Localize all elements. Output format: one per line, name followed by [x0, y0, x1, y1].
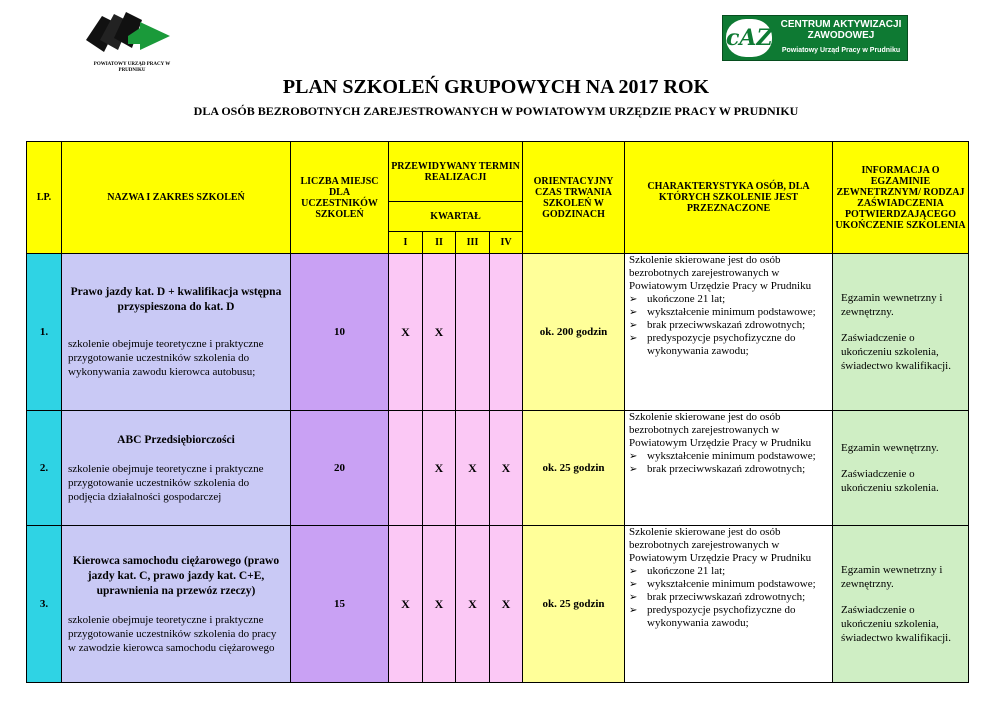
- col-characteristics: CHARAKTERYSTYKA OSÓB, DLA KTÓRYCH SZKOLENIE JEST PRZEZNACZONE: [625, 142, 833, 254]
- arrow-bullet-icon: ➢: [629, 605, 638, 616]
- char-bullet: ➢ wykształcenie minimum podstawowe;: [629, 450, 816, 462]
- caz-logo-title: CENTRUM AKTYWIZACJI ZAWODOWEJ: [780, 19, 902, 41]
- char-bullet: ➢ brak przeciwwskazań zdrowotnych;: [629, 463, 806, 475]
- arrow-bullet-icon: ➢: [629, 579, 638, 590]
- char-bullet: ➢ wykształcenie minimum podstawowe;: [629, 578, 816, 590]
- char-intro: Szkolenie skierowane jest do osób bezrobotnych zarejestrowanych w Powiatowym Urzędzie Pracy w Prudniku: [629, 254, 812, 292]
- char-intro: Szkolenie skierowane jest do osób bezrobotnych zarejestrowanych w Powiatowym Urzędzie Pracy w Prudniku: [629, 411, 812, 449]
- row-q3: [456, 254, 490, 411]
- info-certificate: Zaświadczenie o ukończeniu szkolenia.: [841, 468, 939, 494]
- caz-logo-subtitle: Powiatowy Urząd Pracy w Prudniku: [781, 47, 901, 54]
- row-info: [833, 526, 969, 683]
- col-name: NAZWA I ZAKRES SZKOLEŃ: [62, 142, 291, 254]
- char-bullet: ➢ predyspozycje psychofizyczne do wykonywania zawodu;: [629, 332, 796, 357]
- col-q3: III: [456, 232, 490, 254]
- row-duration: ok. 200 godzin: [523, 254, 625, 411]
- row-q1: X: [389, 526, 423, 683]
- row-q4: X: [490, 526, 523, 683]
- row-name-cell: [62, 526, 291, 683]
- row-info: [833, 411, 969, 526]
- row-q1: X: [389, 254, 423, 411]
- char-bullet: ➢ brak przeciwwskazań zdrowotnych;: [629, 319, 806, 331]
- col-places: LICZBA MIEJSC DLA UCZESTNIKÓW SZKOLEŃ: [291, 142, 389, 254]
- row-duration: ok. 25 godzin: [523, 411, 625, 526]
- row-q1: [389, 411, 423, 526]
- char-bullet: ➢ brak przeciwwskazań zdrowotnych;: [629, 591, 806, 603]
- col-q4: IV: [490, 232, 523, 254]
- row-places: 20: [291, 411, 389, 526]
- row-places: 10: [291, 254, 389, 411]
- page-subtitle: DLA OSÓB BEZROBOTNYCH ZAREJESTROWANYCH W POWIATOWYM URZĘDZIE PRACY W PRUDNIKU: [193, 104, 799, 118]
- arrow-bullet-icon: ➢: [629, 307, 638, 318]
- row-places: 15: [291, 526, 389, 683]
- row-lp: 2.: [27, 411, 62, 526]
- row-characteristics: [625, 526, 833, 683]
- arrow-bullet-icon: ➢: [629, 566, 638, 577]
- row-title: Kierowca samochodu ciężarowego (prawo jazdy kat. C, prawo jazdy kat. C+E, uprawnienia na przewóz rzeczy): [72, 554, 280, 597]
- row-q4: X: [490, 411, 523, 526]
- col-term: PRZEWIDYWANY TERMIN REALIZACJI: [389, 142, 523, 202]
- row-duration: ok. 25 godzin: [523, 526, 625, 683]
- table-row: [27, 411, 969, 526]
- row-desc: szkolenie obejmuje teoretyczne i praktyczne przygotowanie uczestników szkolenia do podjęcia działalności gospodarczej: [68, 462, 264, 503]
- arrow-bullet-icon: ➢: [629, 320, 638, 331]
- arrow-bullet-icon: ➢: [629, 592, 638, 603]
- col-lp: LP.: [27, 142, 62, 254]
- row-characteristics: [625, 254, 833, 411]
- training-plan-table: [26, 141, 969, 683]
- col-info: INFORMACJA O EGZAMINIE ZEWNETRZNYM/ RODZAJ ZAŚWIADCZENIA POTWIERDZAJĄCEGO UKOŃCZENIE SZKOLENIA: [833, 142, 969, 254]
- arrow-bullet-icon: ➢: [629, 464, 638, 475]
- arrow-bullet-icon: ➢: [629, 451, 638, 462]
- row-name-cell: [62, 411, 291, 526]
- col-duration: ORIENTACYJNY CZAS TRWANIA SZKOLEŃ W GODZINACH: [523, 142, 625, 254]
- row-q2: X: [423, 254, 456, 411]
- col-q1: I: [389, 232, 423, 254]
- row-name-cell: [62, 254, 291, 411]
- row-title: Prawo jazdy kat. D + kwalifikacja wstępna przyspieszona do kat. D: [70, 286, 282, 313]
- info-certificate: Zaświadczenie o ukończeniu szkolenia, świadectwo kwalifikacji.: [841, 332, 951, 372]
- table-row: [27, 526, 969, 683]
- page-title: PLAN SZKOLEŃ GRUPOWYCH NA 2017 ROK: [282, 76, 710, 98]
- row-lp: 3.: [27, 526, 62, 683]
- row-title: ABC Przedsiębiorczości: [117, 433, 235, 446]
- row-q4: [490, 254, 523, 411]
- char-intro: Szkolenie skierowane jest do osób bezrobotnych zarejestrowanych w Powiatowym Urzędzie Pracy w Prudniku: [629, 526, 812, 564]
- info-exam: Egzamin wewnętrzny.: [841, 442, 939, 454]
- pup-logo: [82, 10, 182, 80]
- char-bullet: ➢ ukończone 21 lat;: [629, 565, 726, 577]
- row-desc: szkolenie obejmuje teoretyczne i praktyczne przygotowanie uczestników szkolenia do wykonywania zawodu kierowca autobusu;: [68, 338, 264, 378]
- row-q2: X: [423, 411, 456, 526]
- info-exam: Egzamin wewnetrzny i zewnętrzny.: [841, 564, 943, 590]
- col-q2: II: [423, 232, 456, 254]
- caz-logo: [722, 15, 908, 61]
- caz-badge: cAZ: [726, 19, 772, 57]
- row-characteristics: [625, 411, 833, 526]
- pup-logo-icon: [84, 10, 180, 62]
- info-certificate: Zaświadczenie o ukończeniu szkolenia, świadectwo kwalifikacji.: [841, 604, 951, 644]
- char-bullet: ➢ wykształcenie minimum podstawowe;: [629, 306, 816, 318]
- info-exam: Egzamin wewnetrzny i zewnętrzny.: [841, 292, 943, 318]
- char-bullet: ➢ ukończone 21 lat;: [629, 293, 726, 305]
- arrow-bullet-icon: ➢: [629, 333, 638, 344]
- row-q3: X: [456, 411, 490, 526]
- row-q2: X: [423, 526, 456, 683]
- row-info: [833, 254, 969, 411]
- row-q3: X: [456, 526, 490, 683]
- char-bullet: ➢ predyspozycje psychofizyczne do wykonywania zawodu;: [629, 604, 796, 629]
- pup-logo-caption: POWIATOWY URZĄD PRACY W PRUDNIKU: [93, 62, 171, 73]
- row-desc: szkolenie obejmuje teoretyczne i praktyczne przygotowanie uczestników szkolenia do pracy w zawodzie kierowca samochodu ciężarowego: [68, 613, 277, 654]
- arrow-bullet-icon: ➢: [629, 294, 638, 305]
- table-row: [27, 254, 969, 411]
- col-quarter: KWARTAŁ: [389, 202, 523, 232]
- row-lp: 1.: [27, 254, 62, 411]
